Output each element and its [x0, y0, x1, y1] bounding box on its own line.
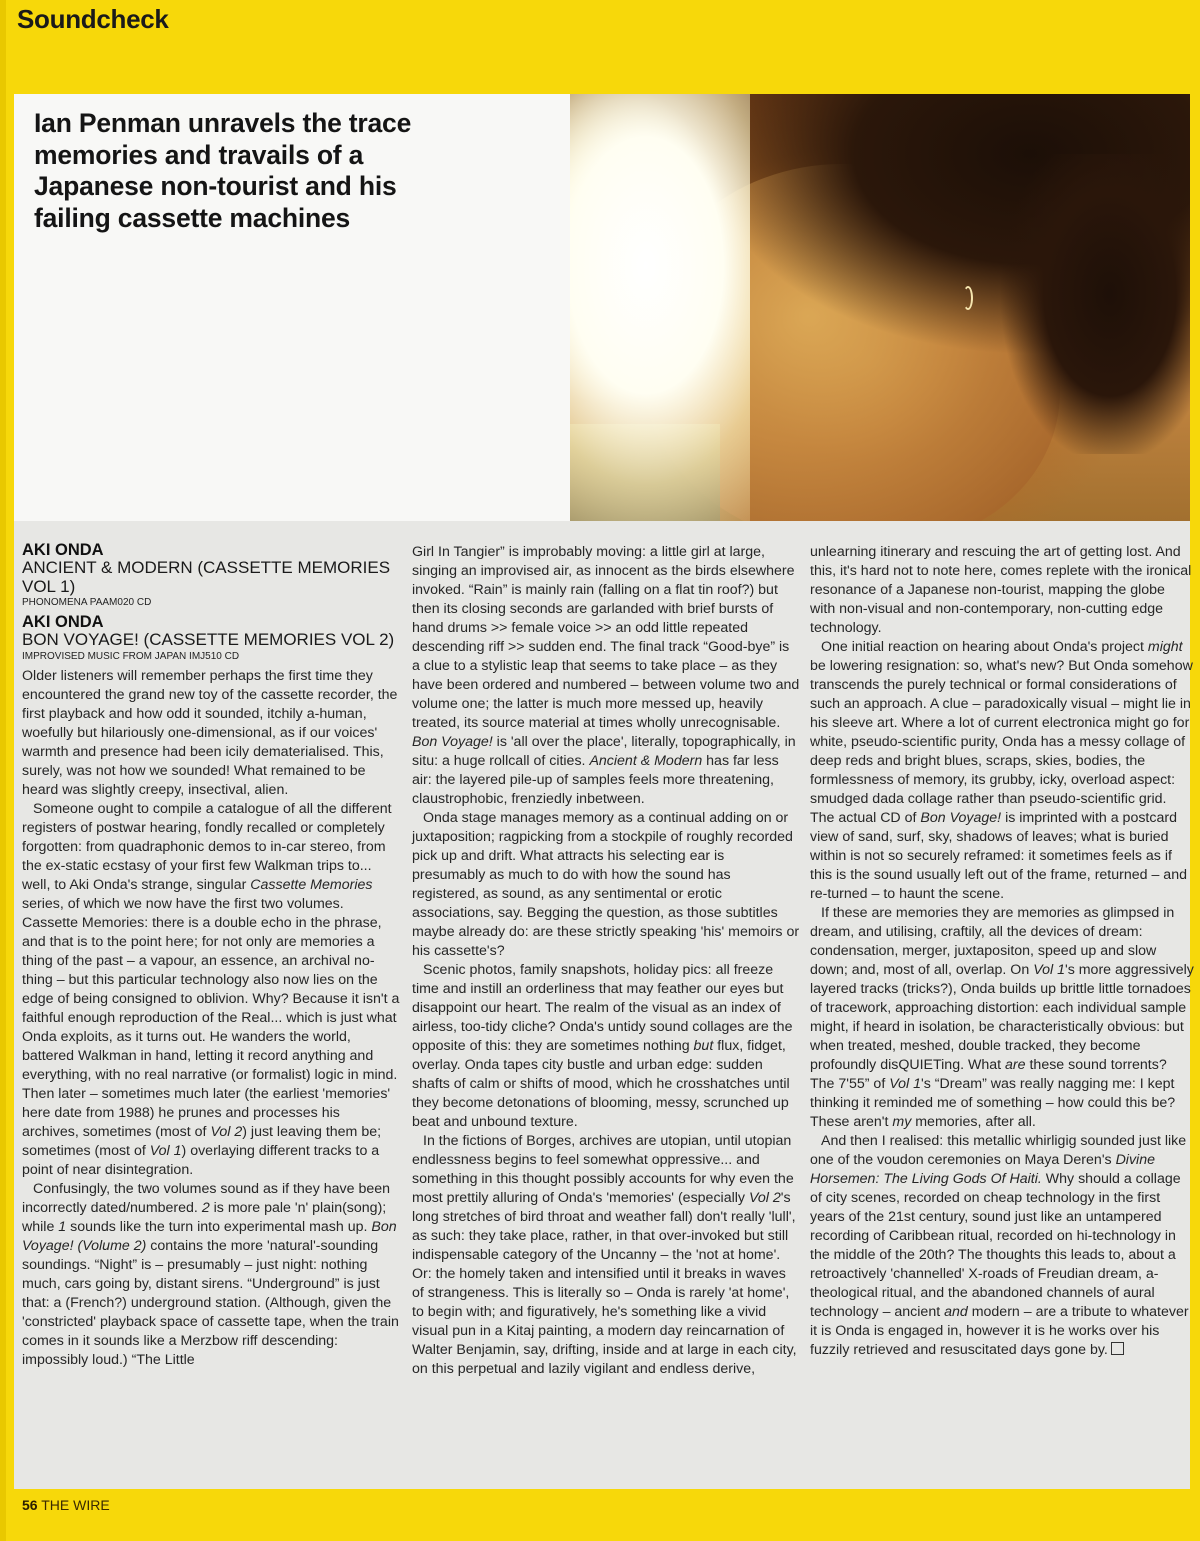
end-of-article-icon — [1111, 1342, 1124, 1355]
italic-title: Vol 1 — [889, 1076, 922, 1092]
article-paragraph: unlearning itinerary and rescuing the art of getting lost. And this, it's hard not to note here, comes replete with the ironical resonance of a Japanese non-tourist, mapping the globe with non-visual and non-contemporary, non-cutting edge technology. — [810, 544, 1192, 636]
italic-title: Vol 1 — [1033, 962, 1065, 978]
article-paragraph: Someone ought to compile a catalogue of all the different registers of postwar hearing, fondly recalled or completely forgotten: from quadraphonic demos to in-car stereo, from the ex-static ecstasy of your first few Walkman trips to... well, to Aki Onda's strange, singular Cassette Memories series, of which we now have the first two volumes. Cassette Memories: there is a double echo in the phrase, and that is to the point here; for not only are memories a thing of the past – a vapour, an essence, an archival no-thing – but this particular technology also now lies on the edge of being consigned to oblivion. Why? Because it isn't a faithful enough reproduction of the Real... which is just what Onda exploits, as it turns out. He wanders the world, battered Walkman in hand, letting it record anything and everything, with no real narrative (or formalist) logic in mind. Then later – sometimes much later (the earliest 'memories' here date from 1988) he prunes and processes his archives, sometimes (most of Vol 2) just leaving them be; sometimes (most of Vol 1) overlaying different tracks to a point of near disintegration. — [22, 800, 400, 1178]
italic-title: Divine Horsemen: The Living Gods Of Haiti. — [810, 1152, 1155, 1187]
portrait-photo — [570, 94, 1190, 521]
article-column-2 — [412, 543, 800, 1379]
italic-title: but — [693, 1038, 714, 1054]
section-title: Soundcheck — [17, 4, 169, 34]
review-artist: AKI ONDA — [22, 541, 104, 559]
page-footer — [22, 1497, 110, 1513]
article-paragraph: Scenic photos, family snapshots, holiday pics: all freeze time and instill an orderliness that may feather our eyes but disappoint our heart. The realm of the visual as an index of airless, too-tidy cliche? Onda's untidy sound collages are the opposite of this: they are sometimes nothing but flux, fidget, overlay. Onda tapes city bustle and urban edge: sudden shafts of calm or shifts of mood, which he crosshatches until they become detonations of blooming, messy, scrunched up beat and unbound texture. — [412, 962, 793, 1130]
review-label: PHONOMENA PAAM020 CD — [22, 597, 152, 608]
italic-title: might — [1147, 639, 1183, 655]
italic-title: Bon Voyage! — [920, 810, 1002, 826]
article-paragraph: One initial reaction on hearing about Onda's project might be lowering resignation: so, what's new? But Onda somehow transcends the purely technical or formal considerations of such an approach. A clue – paradoxically visual – might lie in his sleeve art. Where a lot of current electronica might go for white, pseudo-scientific purity, Onda has a messy collage of deep reds and bright blues, scraps, skies, bodies, the formlessness of memory, its grubby, icky, overload aspect: smudged dada collage rather than pseudo-scientific grid. The actual CD of Bon Voyage! is imprinted with a postcard view of sand, surf, sky, shadows of leaves; what is buried within is not so securely reframed: it sometimes feels as if this is the sound usually left out of the frame, returned – and re-turned – to haunt the scene. — [810, 639, 1193, 902]
article-column-1 — [22, 541, 400, 1370]
article-column-3 — [810, 543, 1194, 1360]
italic-title: 1 — [58, 1218, 67, 1235]
italic-title: Vol 1 — [149, 1142, 182, 1159]
article-paragraph: Older listeners will remember perhaps the first time they encountered the grand new toy of the cassette recorder, the first playback and how odd it sounded, itchily a-human, woefully but hilariously one-dimensional, as if our voices' warmth and presence had been icily dematerialised. This, surely, was not how we sounded! What remained to be heard was slightly creepy, insectival, alien. — [22, 667, 398, 798]
italic-title: 2 — [201, 1199, 210, 1216]
review-label: IMPROVISED MUSIC FROM JAPAN IMJ510 CD — [22, 650, 240, 662]
italic-title: are — [1005, 1057, 1026, 1073]
page-number: 56 — [22, 1497, 38, 1513]
italic-title: Vol 2 — [210, 1123, 243, 1140]
column-paragraphs — [22, 667, 400, 1370]
italic-title: Bon Voyage! (Volume 2) — [22, 1218, 397, 1254]
italic-title: and — [944, 1304, 968, 1320]
review-entry — [22, 541, 400, 609]
photo-sun-flare — [570, 94, 750, 521]
review-title: ANCIENT & MODERN (CASSETTE MEMORIES VOL 1) — [22, 558, 391, 596]
hero-panel — [14, 94, 1190, 521]
italic-title: Ancient & Modern — [589, 753, 703, 769]
italic-title: Bon Voyage! — [412, 734, 493, 750]
italic-title: Cassette Memories — [250, 876, 373, 893]
italic-title: my — [892, 1114, 912, 1130]
article-paragraph: And then I realised: this metallic whirligig sounded just like one of the voudon ceremonies on Maya Deren's Divine Horsemen: The Living Gods Of Haiti. Why should a collage of city scenes, recorded on cheap technology in the first years of the 21st century, sound just like an untampered recording of Caribbean ritual, recorded on hi-technology in the middle of the 20th? The thoughts this leads to, about a retroactively 'channelled' X-roads of Freudian dream, a-theological ritual, and the abandoned channels of aural technology – ancient and modern – are a tribute to whatever it is Onda is engaged in, however it is he works over his fuzzily retrieved and resuscitated days gone by. — [810, 1133, 1189, 1358]
article-paragraph: Confusingly, the two volumes sound as if they have been incorrectly dated/numbered. 2 is more pale 'n' plain(song); while 1 sounds like the turn into experimental mash up. Bon Voyage! (Volume 2) contains the more 'natural'-sounding soundings. “Night” is – presumably – just night: nothing much, cars going by, distant sirens. “Underground” is just that: a (French?) underground station. (Although, given the 'constricted' playback space of cassette tape, when the train comes in it sounds like a Merzbow riff descending: impossibly loud.) “The Little — [22, 1180, 399, 1368]
review-entry — [22, 613, 400, 663]
article-paragraph: If these are memories they are memories as glimpsed in dream, and utilising, craftily, all the devices of dream: condensation, merger, juxtapositon, speed up and slow down; and, most of all, overlap. On Vol 1's more aggressively layered tracks (tricks?), Onda builds up brittle little tornadoes of tracework, approaching distortion: each individual sample might, if heard in isolation, be characteristically obvious: but when treated, meshed, double tracked, they become profoundly disQUIETing. What are these sound torrents? The 7'55” of Vol 1's “Dream” was really nagging me: I kept thinking it reminded me of something – how could this be? These aren't my memories, after all. — [810, 905, 1194, 1130]
page-edge — [0, 0, 6, 1541]
publication-name: THE WIRE — [41, 1497, 110, 1513]
column-paragraphs — [810, 543, 1194, 1360]
article-paragraph: Girl In Tangier” is improbably moving: a little girl at large, singing an improvised air, as innocent as the birds elsewhere invoked. “Rain” is mainly rain (falling on a flat tin roof?) but then its closing seconds are garlanded with brief bursts of hand drums >> female voice >> an odd little repeated descending riff >> sudden end. The final track “Good-bye” is a clue to a stylistic leap that seems to take place – as they have been ordered and numbered – between volume two and volume one; the latter is much more messed up, heavily treated, its source material at times wholly unrecognisable. Bon Voyage! is 'all over the place', literally, topographically, in situ: a huge rollcall of cities. Ancient & Modern has far less air: the layered pile-up of samples feels more threatening, claustrophobic, frenziedly inbetween. — [412, 544, 800, 807]
review-title: BON VOYAGE! (CASSETTE MEMORIES VOL 2) — [22, 630, 395, 649]
review-artist: AKI ONDA — [22, 613, 104, 631]
column-paragraphs — [412, 543, 800, 1379]
photo-hair-shape — [950, 154, 1190, 454]
article-body — [14, 521, 1194, 1489]
article-paragraph: In the fictions of Borges, archives are utopian, until utopian endlessness begins to feel somewhat oppressive... and something in this thought possibly accounts for why even the most prettily alluring of Onda's 'memories' (especially Vol 2's long stretches of bird throat and weather fall) don't really 'lull', as such: they take place, rather, in that over-invoked but still indispensable category of the Uncanny – the 'not at home'. Or: the homely taken and intensified until it breaks in waves of strangeness. This is literally so – Onda is rarely 'at home', to begin with; and figuratively, he's something like a vivid visual pun in a Kitaj painting, a modern day reincarnation of Walter Benjamin, say, drifting, inside and at large in each city, on this perpetual and lazily vigilant and endless derive, — [412, 1133, 797, 1377]
italic-title: Vol 2 — [748, 1190, 781, 1206]
article-paragraph: Onda stage manages memory as a continual adding on or juxtaposition; ragpicking from a stockpile of roughly recorded pick up and drift. What attracts his selecting ear is presumably as much to do with how the sound has registered, as sound, as any sentimental or erotic associations, say. Begging the question, as those subtitles maybe already do: are these strictly speaking 'his' memoirs or his cassette's? — [412, 810, 800, 959]
photo-earring — [963, 286, 973, 310]
headline: Ian Penman unravels the trace memories and travails of a Japanese non-tourist and his failing cassette machines — [34, 108, 412, 233]
